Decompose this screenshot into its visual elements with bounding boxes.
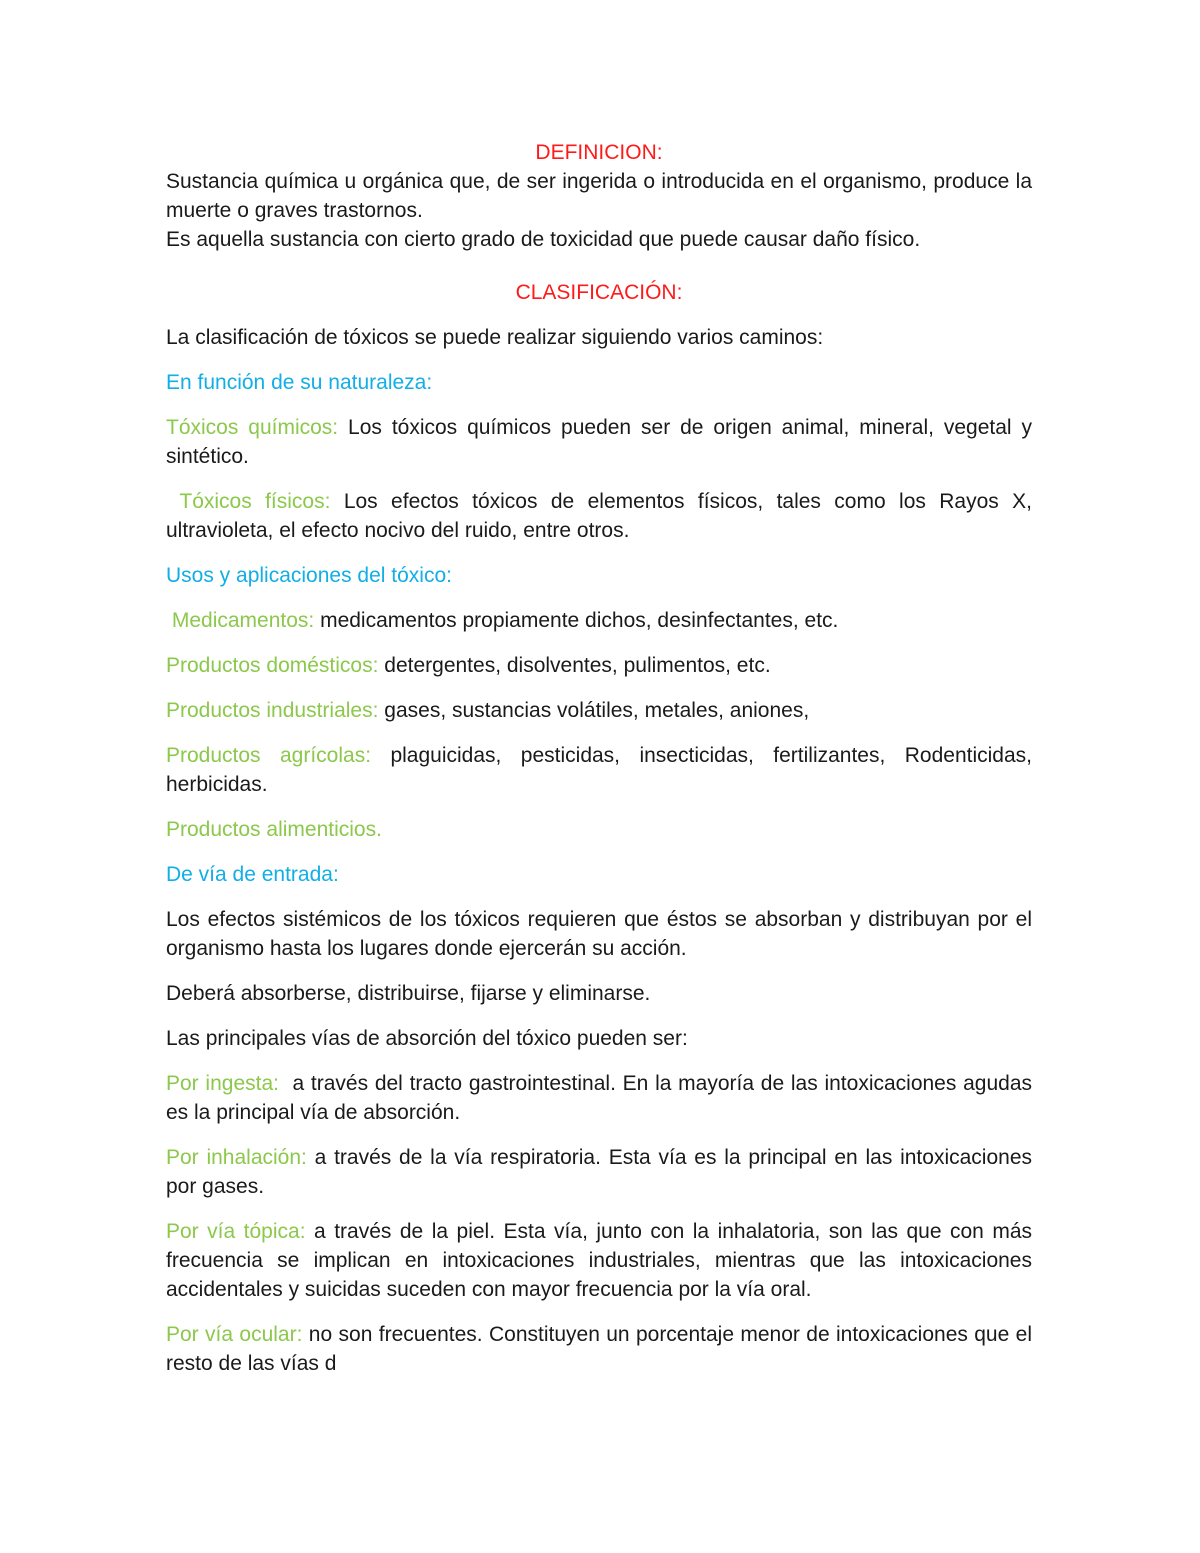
toxicos-fisicos-label: Tóxicos físicos: (166, 490, 331, 513)
via-item (166, 1143, 1032, 1201)
naturaleza-heading: En función de su naturaleza: (166, 371, 433, 394)
via-item-label: Por ingesta: (166, 1072, 279, 1095)
usos-item (166, 606, 1032, 635)
via-item-label: Por vía tópica: (166, 1220, 306, 1243)
usos-item-label: Productos domésticos: (166, 654, 379, 677)
usos-item-label: Productos agrícolas: (166, 744, 372, 767)
via-item-text: a través de la piel. Esta vía, junto con la inhalatoria, son las que con más frecuencia se implican en intoxicaciones industriales, mientras que las intoxicaciones accidentales y suicidas suceden con mayor frecuencia por la vía oral. (166, 1220, 1033, 1301)
usos-item-text: detergentes, disolventes, pulimentos, etc. (378, 654, 771, 677)
usos-item (166, 651, 1032, 680)
definicion-heading: DEFINICION: (535, 141, 663, 164)
usos-item-text: gases, sustancias volátiles, metales, aniones, (378, 699, 810, 722)
via-item (166, 1320, 1032, 1378)
toxicos-fisicos-text: Los efectos tóxicos de elementos físicos, tales como los Rayos X, ultravioleta, el efecto nocivo del ruido, entre otros. (166, 490, 1038, 542)
via-entrada-heading: De vía de entrada: (166, 863, 339, 886)
via-item (166, 1217, 1032, 1304)
via-entrada-paragraph-3: Las principales vías de absorción del tóxico pueden ser: (166, 1027, 688, 1050)
usos-item-label: Productos alimenticios. (166, 818, 382, 841)
via-item-label: Por inhalación: (166, 1146, 307, 1169)
usos-item-text: medicamentos propiamente dichos, desinfectantes, etc. (314, 609, 839, 632)
usos-item-label: Medicamentos: (166, 609, 315, 632)
via-item-text: a través de la vía respiratoria. Esta vía es la principal en las intoxicaciones por gases. (166, 1146, 1032, 1198)
via-item-text: no son frecuentes. Constituyen un porcentaje menor de intoxicaciones que el resto de las vías d (166, 1323, 1032, 1375)
via-item-label: Por vía ocular: (166, 1323, 303, 1346)
toxicos-quimicos-text: Los tóxicos químicos pueden ser de origen animal, mineral, vegetal y sintético. (166, 416, 1032, 468)
definicion-paragraph-2: Es aquella sustancia con cierto grado de toxicidad que puede causar daño físico. (166, 228, 921, 251)
usos-heading: Usos y aplicaciones del tóxico: (166, 564, 452, 587)
usos-item (166, 815, 1032, 844)
clasificacion-intro: La clasificación de tóxicos se puede realizar siguiendo varios caminos: (166, 326, 824, 349)
toxicos-fisicos-paragraph (166, 487, 1038, 545)
usos-item (166, 696, 1032, 725)
via-entrada-paragraph-2: Deberá absorberse, distribuirse, fijarse y eliminarse. (166, 982, 651, 1005)
usos-item-text: plaguicidas, pesticidas, insecticidas, fertilizantes, Rodenticidas, herbicidas. (166, 744, 1032, 796)
clasificacion-heading: CLASIFICACIÓN: (515, 281, 683, 304)
usos-item (166, 741, 1032, 799)
toxicos-quimicos-label: Tóxicos químicos: (166, 416, 339, 439)
document-body (166, 138, 1038, 1378)
via-item-text: a través del tracto gastrointestinal. En la mayoría de las intoxicaciones agudas es la principal vía de absorción. (166, 1072, 1038, 1124)
usos-item-label: Productos industriales: (166, 699, 379, 722)
toxicos-quimicos-paragraph (166, 413, 1032, 471)
via-item (166, 1069, 1038, 1127)
definicion-paragraph-1: Sustancia química u orgánica que, de ser ingerida o introducida en el organismo, produce la muerte o graves trastornos. (166, 170, 1032, 222)
via-entrada-paragraph-1: Los efectos sistémicos de los tóxicos requieren que éstos se absorban y distribuyan por el organismo hasta los lugares donde ejercerán su acción. (166, 908, 1032, 960)
